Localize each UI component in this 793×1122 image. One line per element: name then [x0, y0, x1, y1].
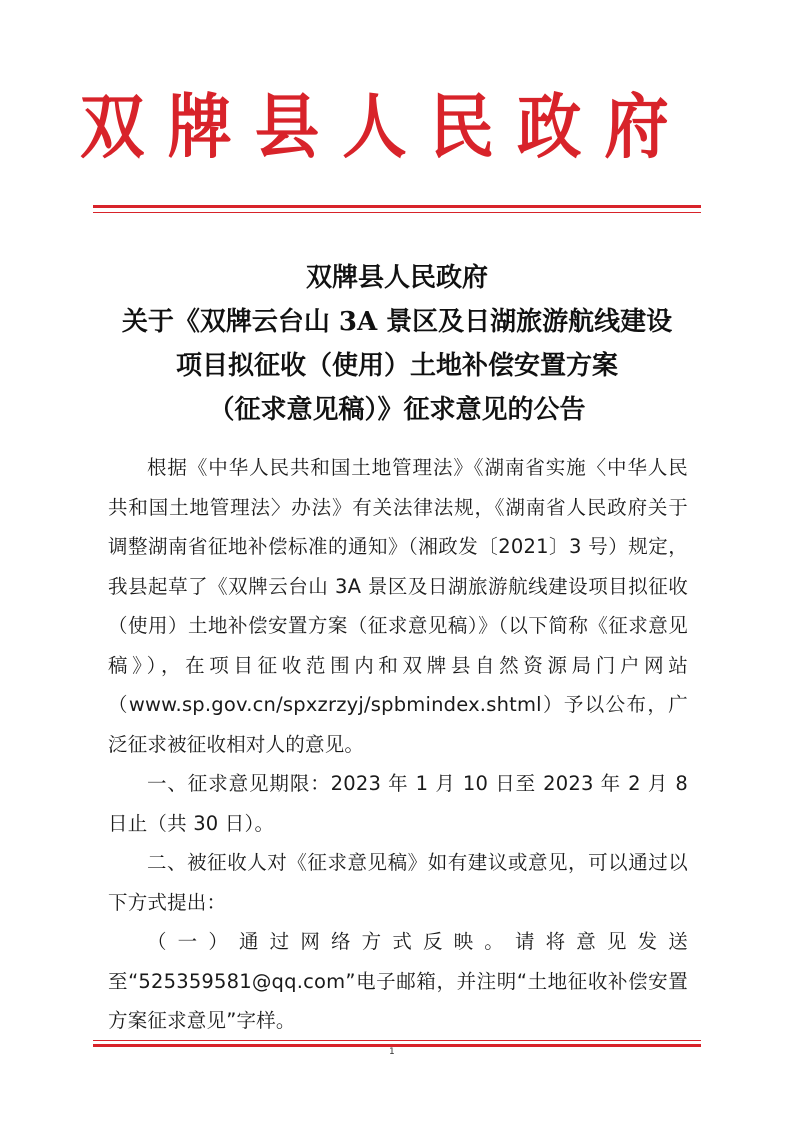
masthead-char: 民 [429, 85, 494, 168]
title-line-3: 项目拟征收（使用）土地补偿安置方案 [175, 351, 618, 381]
title-line-2: 关于《双牌云台山 3A 景区及日湖旅游航线建设 [121, 307, 673, 337]
masthead-char: 县 [254, 85, 320, 168]
page-number: 1 [389, 1047, 395, 1057]
document-body [108, 448, 688, 1041]
masthead-char: 牌 [167, 85, 232, 168]
masthead-char: 政 [517, 85, 582, 168]
masthead-divider-thin [93, 212, 701, 213]
footer-divider-thin [93, 1040, 701, 1041]
masthead-char: 双 [80, 85, 145, 168]
title-line-1: 双牌县人民政府 [305, 263, 488, 293]
document-title [80, 256, 714, 432]
paragraph-legal-basis: 根据《中华人民共和国土地管理法》《湖南省实施〈中华人民共和国土地管理法〉办法》有关法律法规，《湖南省人民政府关于调整湖南省征地补偿标准的通知》（湘政发〔2021〕3 号）规定，我县起草了《双牌云台山 3A 景区及日湖旅游航线建设项目拟征收（使用）土地补偿安置方案（征求意见稿）》（以下简称《征求意见稿》），在项目征收范围内和双牌县自然资源局门户网站（www.sp.gov.cn/spxzrzyj/spbmindex.shtml）予以公布，广泛征求被征收相对人的意见。 [108, 456, 688, 756]
paragraph-feedback-methods: 二、被征收人对《征求意见稿》如有建议或意见，可以通过以下方式提出： [108, 851, 688, 914]
title-line-4: （征求意见稿）》征求意见的公告 [208, 395, 586, 425]
paragraph-comment-period: 一、征求意见期限：2023 年 1 月 10 日至 2023 年 2 月 8 日止（共 30 日）。 [108, 772, 688, 835]
paragraph-online-feedback: （一）通过网络方式反映。请将意见发送至“525359581@qq.com”电子邮箱，并注明“土地征收补偿安置方案征求意见”字样。 [108, 930, 688, 1032]
masthead-char: 府 [604, 85, 669, 168]
masthead-char: 人 [342, 85, 407, 168]
masthead-divider-thick [93, 205, 701, 208]
issuing-authority-masthead [80, 82, 669, 172]
footer-divider-thick [93, 1044, 701, 1047]
